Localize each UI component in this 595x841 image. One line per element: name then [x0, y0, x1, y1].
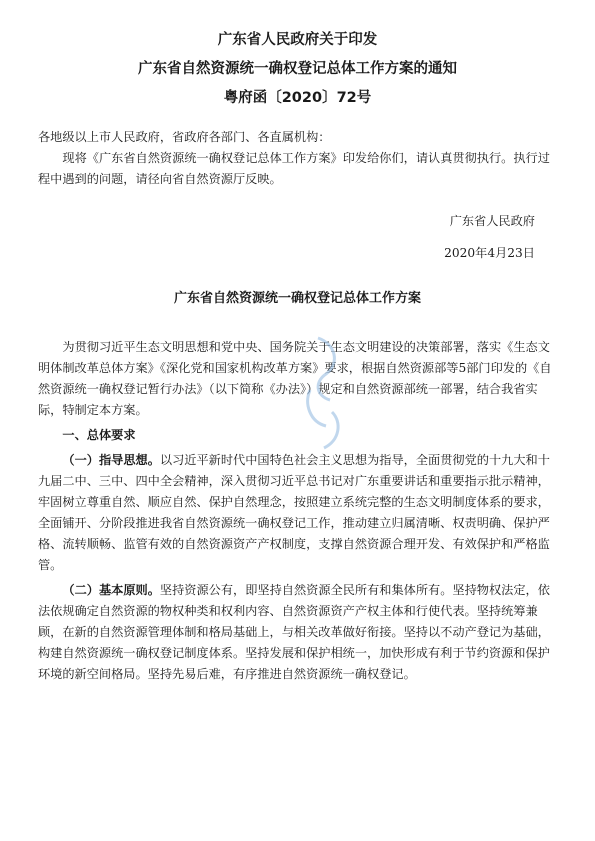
plan-intro: 为贯彻习近平生态文明思想和党中央、国务院关于生态文明建设的决策部署，落实《生态文明体制改革总体方案》《深化党和国家机构改革方案》要求，根据自然资源部等5部门印发的《自然资源统一确权登记暂行办法》（以下简称《办法》）规定和自然资源部统一部署，结合我省实际，特制定本方案。	[38, 340, 552, 417]
item-basic-principles	[38, 580, 557, 685]
document-number: 粤府函〔2020〕72号	[223, 90, 372, 106]
item-basic-principles-lead: （二）基本原则。	[62, 583, 160, 597]
recipients-line: 各地级以上市人民政府，省政府各部门、各直属机构：	[38, 130, 331, 144]
plan-title: 广东省自然资源统一确权登记总体工作方案	[173, 291, 421, 306]
title-line-1: 广东省人民政府关于印发	[217, 32, 378, 48]
item-guiding-thought	[38, 450, 557, 576]
signature-date: 2020年4月23日	[444, 246, 535, 260]
item-guiding-thought-text: 以习近平新时代中国特色社会主义思想为指导，全面贯彻党的十九大和十九届二中、三中、四中全会精神，深入贯彻习近平总书记对广东重要讲话和重要指示批示精神，牢固树立尊重自然、顺应自然、保护自然理念，按照建立系统完整的生态文明制度体系的要求，全面铺开、分阶段推进我省自然资源统一确权登记工作，推动建立归属清晰、权责明确、保护严格、流转顺畅、监管有效的自然资源资产产权制度，支撑自然资源合理开发、有效保护和严格监管。	[38, 453, 550, 572]
title-line-2: 广东省自然资源统一确权登记总体工作方案的通知	[138, 61, 457, 77]
signature-org: 广东省人民政府	[449, 214, 535, 228]
notice-body: 现将《广东省自然资源统一确权登记总体工作方案》印发给你们，请认真贯彻执行。执行过程中遇到的问题，请径向省自然资源厅反映。	[38, 151, 550, 186]
section-heading-overall: 一、总体要求	[62, 428, 136, 442]
item-guiding-thought-lead: （一）指导思想。	[62, 453, 160, 467]
item-basic-principles-text: 坚持资源公有，即坚持自然资源全民所有和集体所有。坚持物权法定，依法依规确定自然资源的物权种类和权利内容、自然资源资产产权主体和行使代表。坚持统筹兼顾，在新的自然资源管理体制和格局基础上，与相关改革做好衔接。坚持以不动产登记为基础，构建自然资源统一确权登记制度体系。坚持发展和保护相统一，加快形成有利于节约资源和保护环境的新空间格局。坚持先易后难，有序推进自然资源统一确权登记。	[38, 583, 550, 681]
